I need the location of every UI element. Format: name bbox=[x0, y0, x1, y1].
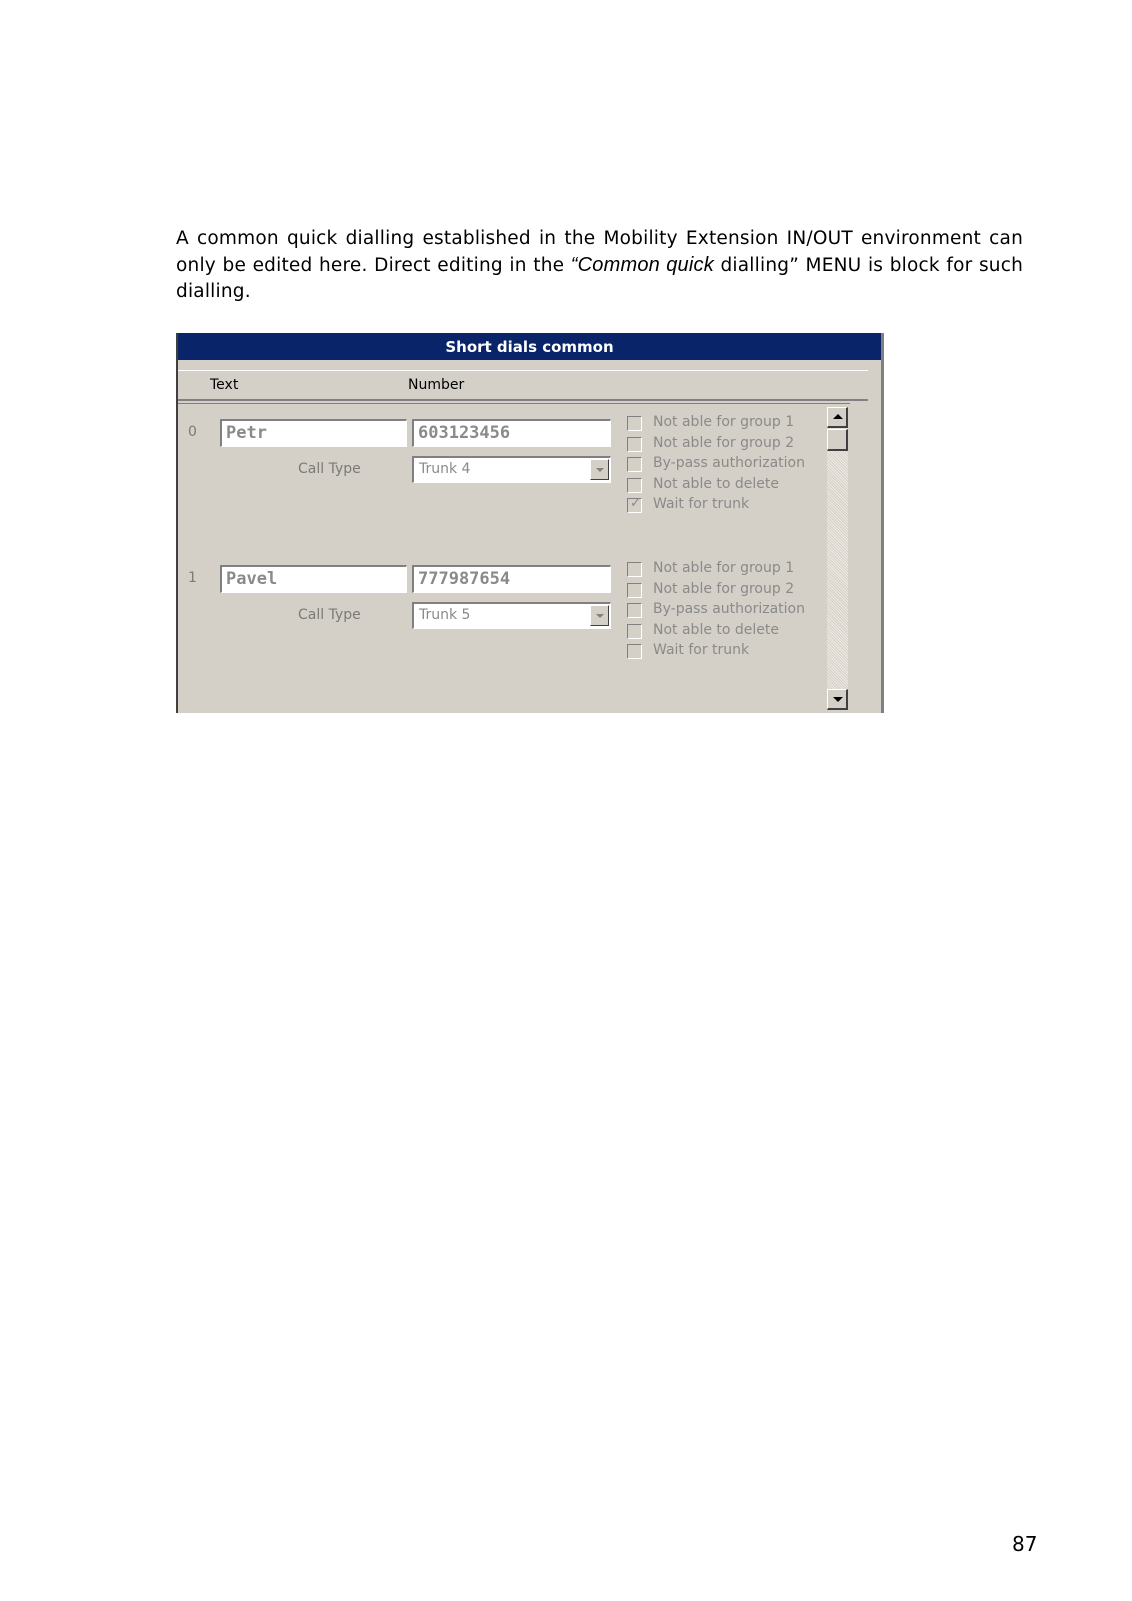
scroll-down-arrow-icon[interactable] bbox=[827, 689, 848, 710]
checkbox[interactable] bbox=[627, 562, 642, 577]
chevron-down-icon[interactable] bbox=[590, 459, 609, 480]
call-type-select[interactable] bbox=[412, 456, 611, 483]
entry-text-field[interactable]: Pavel bbox=[220, 565, 407, 593]
entry-number-field[interactable]: 603123456 bbox=[412, 419, 611, 447]
call-type-value: Trunk 5 bbox=[419, 607, 471, 623]
checkbox[interactable] bbox=[627, 478, 642, 493]
short-dials-window bbox=[176, 333, 884, 713]
intro-paragraph bbox=[176, 226, 1023, 305]
entry-index: 1 bbox=[188, 570, 197, 586]
scroll-thumb[interactable] bbox=[827, 429, 848, 451]
window-title: Short dials common bbox=[178, 333, 881, 360]
page-number: 87 bbox=[1012, 1532, 1038, 1556]
entry-index: 0 bbox=[188, 424, 197, 440]
chevron-down-icon[interactable] bbox=[590, 605, 609, 626]
entry-text-field[interactable]: Petr bbox=[220, 419, 407, 447]
vertical-scrollbar[interactable] bbox=[827, 407, 848, 710]
checkbox[interactable] bbox=[627, 583, 642, 598]
checkbox[interactable] bbox=[627, 603, 642, 618]
intro-text-2: dialling” MENU is block for such dialling. bbox=[176, 255, 1024, 302]
column-header bbox=[178, 370, 868, 401]
call-type-label: Call Type bbox=[298, 607, 361, 623]
intro-text-1: A common quick dialling established in the Mobility Extension IN/OUT environment can only be edited here. Direct editing in the bbox=[176, 228, 1023, 276]
column-text-header[interactable]: Text bbox=[210, 377, 239, 393]
checkbox-checked[interactable] bbox=[627, 498, 642, 513]
checkbox[interactable] bbox=[627, 416, 642, 431]
call-type-select[interactable] bbox=[412, 602, 611, 629]
checkbox[interactable] bbox=[627, 437, 642, 452]
call-type-label: Call Type bbox=[298, 461, 361, 477]
checkbox[interactable] bbox=[627, 644, 642, 659]
entries-list: 0 Petr 603123456 Call Type Trunk 4 Not able for group 1 Not able for group 2 By-pass authorization Not able to delete ✓ Wait for trunk 1 Pavel 777987654 Call Type Trunk 5 Not able for group 1 Not able for group 2 By-pass authorization Not able to delete Wait for trunk bbox=[178, 403, 850, 713]
checkbox[interactable] bbox=[627, 624, 642, 639]
scroll-up-arrow-icon[interactable] bbox=[827, 407, 848, 428]
checkbox[interactable] bbox=[627, 457, 642, 472]
entry-number-field[interactable]: 777987654 bbox=[412, 565, 611, 593]
column-number-header[interactable]: Number bbox=[408, 377, 465, 393]
intro-text-italic: “Common quick bbox=[570, 254, 714, 276]
call-type-value: Trunk 4 bbox=[419, 461, 471, 477]
